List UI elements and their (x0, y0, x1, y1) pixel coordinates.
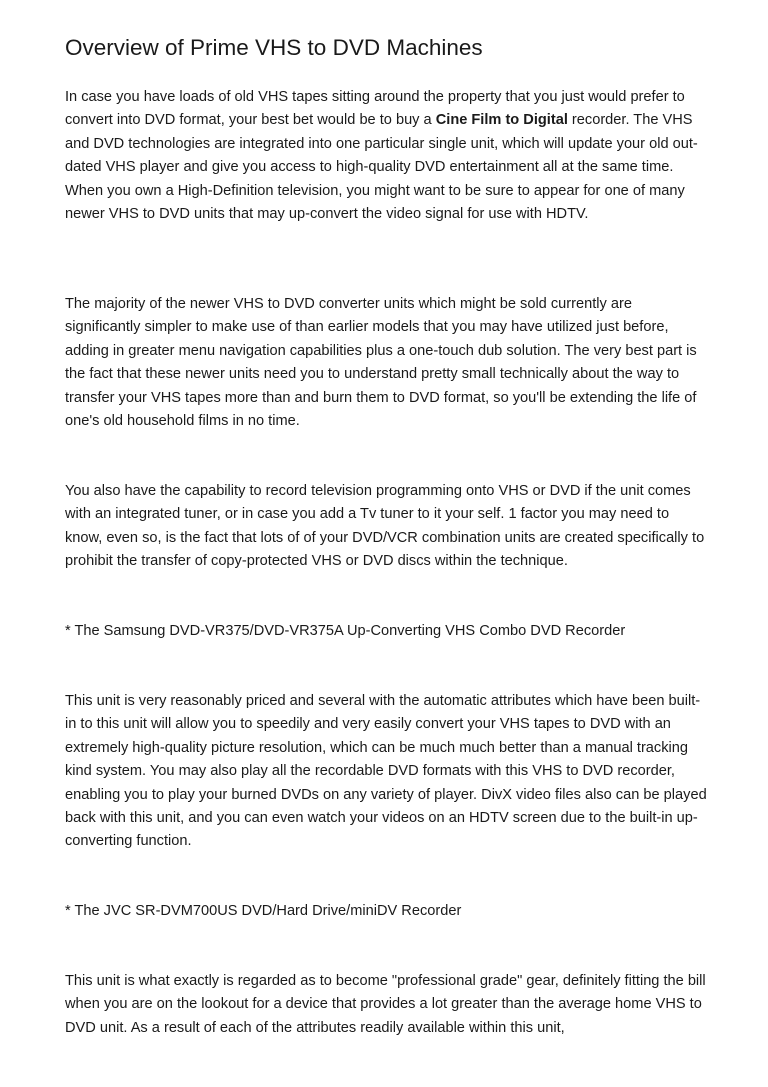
paragraph-intro-text-cont: recorder. The VHS and DVD technologies are integrated into one particular single unit, which will update your old out-dated VHS player and give you access to high-quality DVD entertainment all at the same time. When you own a High-Definition television, you might want to be sure to appear for one of many newer VHS to DVD units that may up-convert the video signal for use with HDTV. (65, 112, 698, 223)
heading-jvc-recorder: * The JVC SR-DVM700US DVD/Hard Drive/miniDV Recorder (65, 903, 462, 919)
paragraph-jvc-details: This unit is what exactly is regarded as to become "professional grade" gear, definitely fitting the bill when you are on the lookout for a device that provides a lot greater than the average home VHS to DVD unit. As a result of each of the attributes readily available within this unit, (65, 973, 706, 1036)
cine-film-bold-phrase: Cine Film to Digital (435, 112, 568, 129)
paragraph-converter-units: The majority of the newer VHS to DVD converter units which might be sold currently are significantly simpler to make use of than earlier models that you may have utilized just before, adding in greater menu navigation capabilities plus a one-touch dub solution. The very best part is the fact that these newer units need you to understand pretty small technically about the way to transfer your VHS tapes more than and burn them to DVD format, so you'll be extending the life of one's old household films in no time. (65, 296, 697, 430)
heading-samsung-recorder: * The Samsung DVD-VR375/DVD-VR375A Up-Converting VHS Combo DVD Recorder (65, 623, 626, 639)
paragraph-record-tv: You also have the capability to record television programming onto VHS or DVD if the unit comes with an integrated tuner, or in case you add a Tv tuner to it your self. 1 factor you may need to know, even so, is the fact that lots of of your DVD/VCR combination units are created specifically to prohibit the transfer of copy-protected VHS or DVD discs within the technique. (65, 483, 705, 570)
paragraph-samsung-details: This unit is very reasonably priced and several with the automatic attributes which have been built-in to this unit will allow you to speedily and very easily convert your VHS tapes to DVD with an extremely high-quality picture resolution, which can be much much better than a manual tracking kind system. You may also play all the recordable DVD formats with this VHS to DVD recorder, enabling you to play your burned DVDs on any variety of player. DivX video files also can be played back with this unit, and you can even watch your videos on an HDTV screen due to the built-in up-converting function. (65, 693, 707, 850)
page-title: Overview of Prime VHS to DVD Machines (65, 35, 483, 60)
paragraph-intro-text: In case you have loads of old VHS tapes sitting around the property that you just would prefer to convert into DVD format, your best bet would be to buy a (65, 89, 685, 129)
paragraph-intro (65, 86, 710, 226)
